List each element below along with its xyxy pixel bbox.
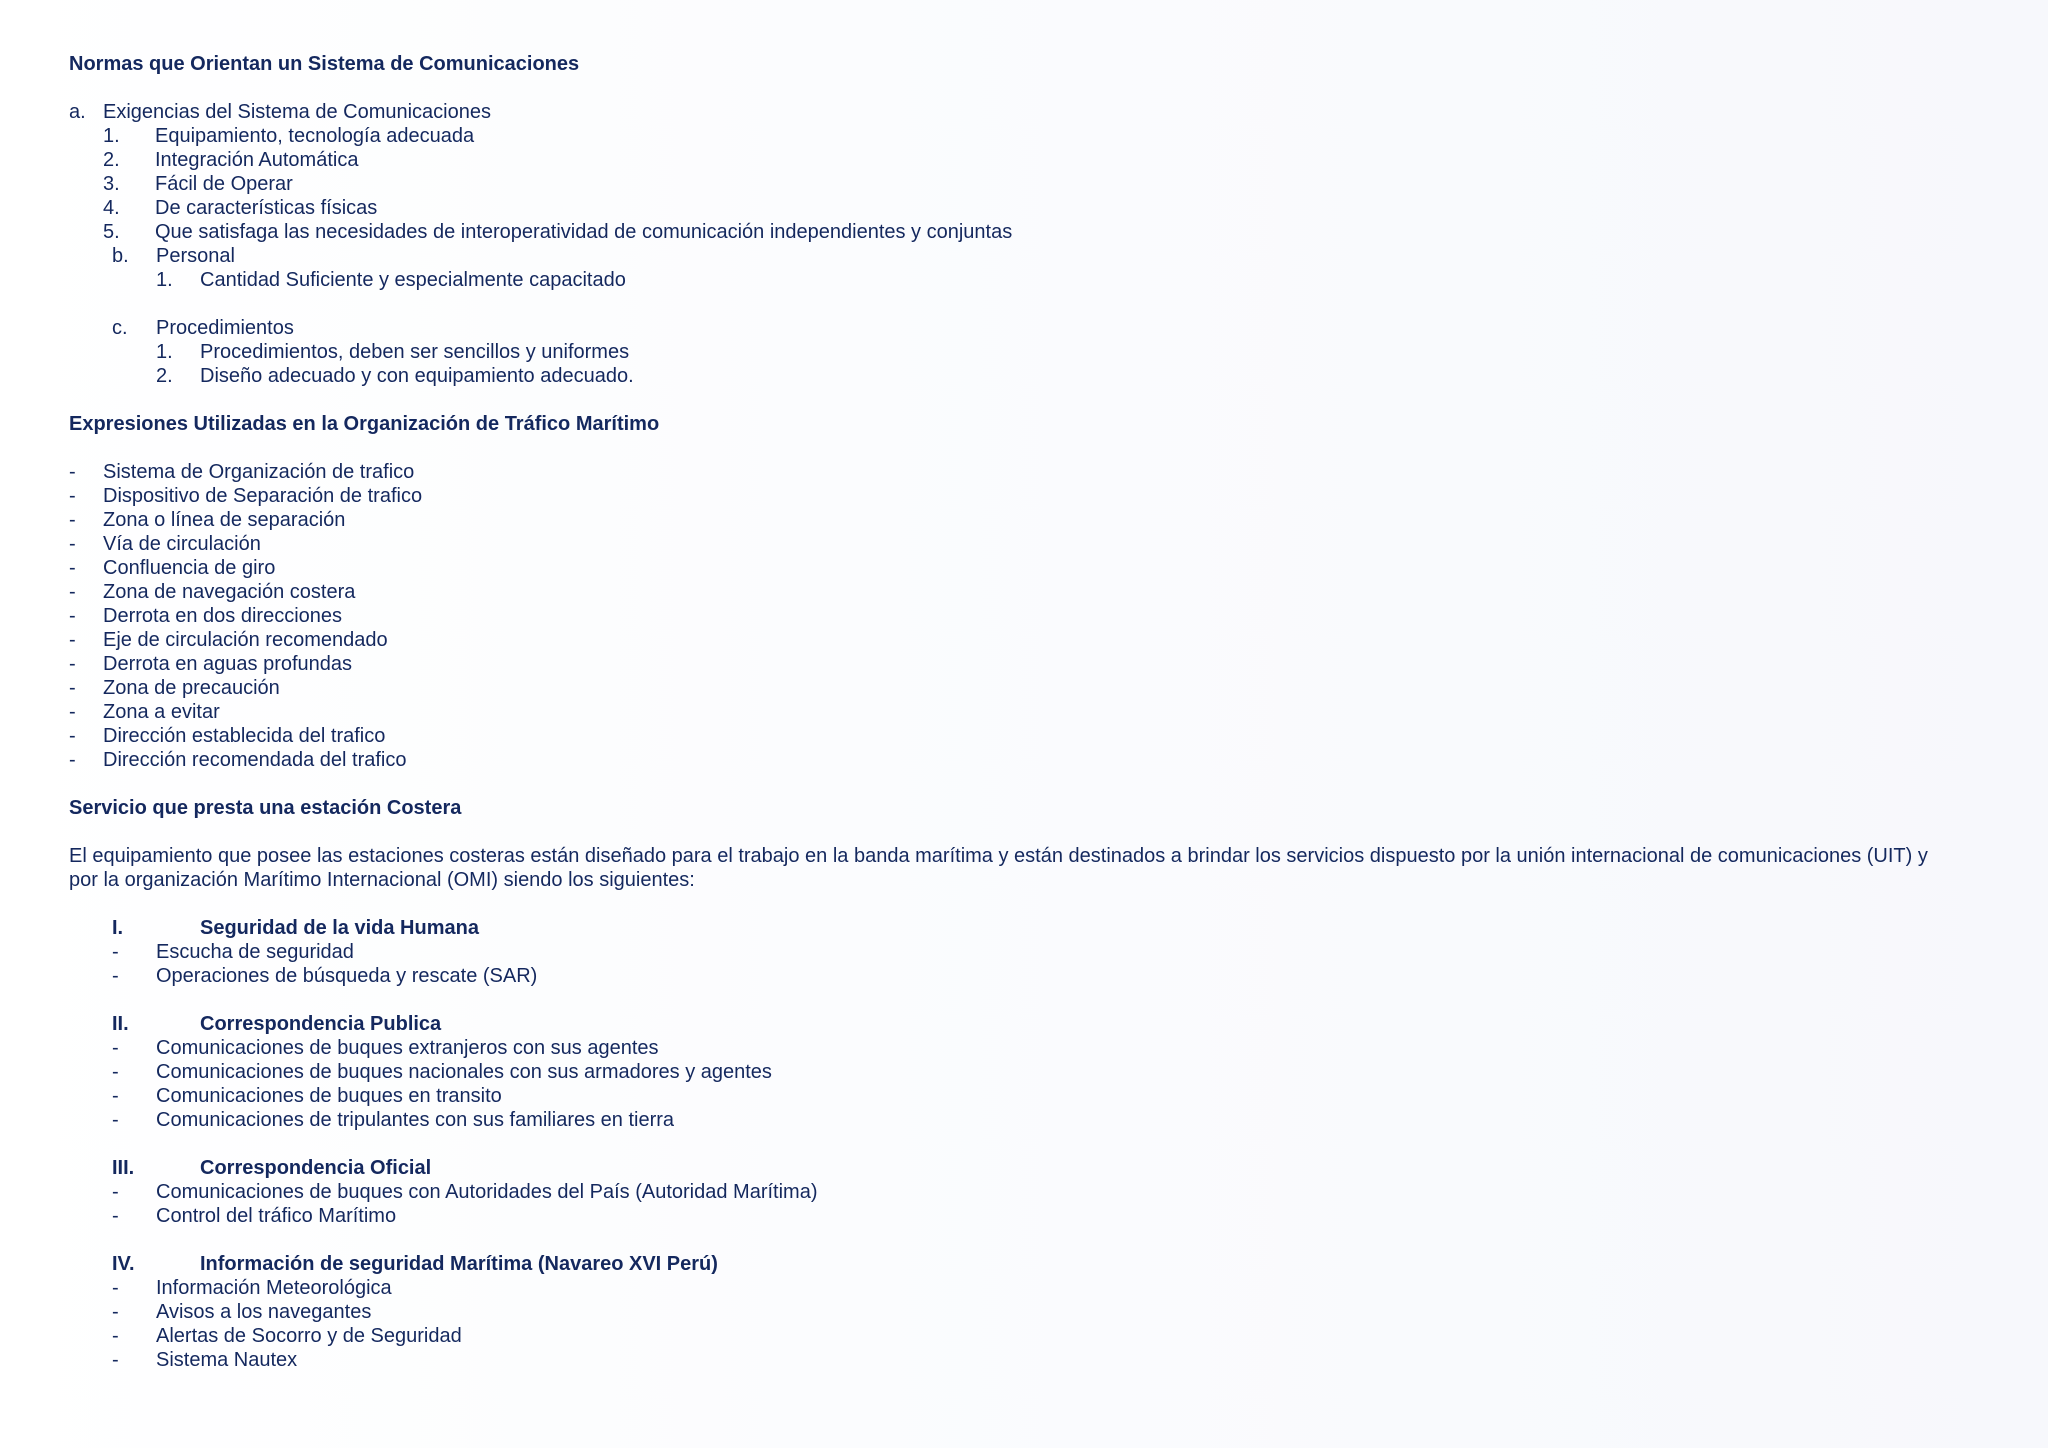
list-item-text: Vía de circulación: [103, 533, 261, 555]
list-item-text: Procedimientos: [156, 317, 294, 339]
list-marker: 1.: [103, 125, 120, 147]
list-marker: 2.: [156, 365, 173, 387]
bullet-dash: -: [112, 1301, 119, 1323]
roman-numeral: III.: [112, 1157, 135, 1179]
group-title: Seguridad de la vida Humana: [200, 917, 479, 939]
list-item-text: Derrota en dos direcciones: [103, 605, 343, 627]
list-item-text: Información Meteorológica: [156, 1277, 392, 1299]
intro-paragraph-line-1: El equipamiento que posee las estaciones costeras están diseñado para el trabajo en la banda marítima y están destinados a brindar los servicios dispuesto por la unión internacional de comunicaciones (UIT) y: [69, 845, 1928, 867]
list-item-text: Que satisfaga las necesidades de interoperatividad de comunicación independientes y conjuntas: [155, 221, 1013, 243]
list-item-text: Avisos a los navegantes: [156, 1301, 372, 1323]
list-item-text: Operaciones de búsqueda y rescate (SAR): [156, 965, 538, 987]
bullet-dash: -: [112, 1085, 119, 1107]
bullet-dash: -: [112, 1277, 119, 1299]
bullet-dash: -: [69, 533, 76, 555]
list-item-text: Eje de circulación recomendado: [103, 629, 388, 651]
list-marker: c.: [112, 317, 128, 339]
bullet-dash: -: [69, 605, 76, 627]
list-item-text: Cantidad Suficiente y especialmente capacitado: [200, 269, 626, 291]
list-item-text: Procedimientos, deben ser sencillos y uniformes: [200, 341, 630, 363]
list-item-text: De características físicas: [155, 197, 378, 219]
section-title-expresiones: Expresiones Utilizadas en la Organización de Tráfico Marítimo: [69, 413, 660, 435]
list-item-text: Zona de navegación costera: [103, 581, 356, 603]
section-title-servicio: Servicio que presta una estación Costera: [69, 797, 462, 819]
list-marker: 5.: [103, 221, 120, 243]
roman-numeral: I.: [112, 917, 124, 939]
list-item-text: Confluencia de giro: [103, 557, 276, 579]
list-item-text: Escucha de seguridad: [156, 941, 354, 963]
list-item-text: Dirección establecida del trafico: [103, 725, 386, 747]
list-item-text: Sistema Nautex: [156, 1349, 298, 1371]
bullet-dash: -: [69, 461, 76, 483]
list-item-text: Comunicaciones de tripulantes con sus familiares en tierra: [156, 1109, 675, 1131]
list-marker: 3.: [103, 173, 120, 195]
bullet-dash: -: [69, 581, 76, 603]
bullet-dash: -: [112, 965, 119, 987]
list-item-text: Zona o línea de separación: [103, 509, 346, 531]
list-marker: a.: [69, 101, 86, 123]
bullet-dash: -: [69, 701, 76, 723]
bullet-dash: -: [69, 629, 76, 651]
bullet-dash: -: [112, 1181, 119, 1203]
bullet-dash: -: [69, 749, 76, 771]
bullet-dash: -: [112, 1037, 119, 1059]
list-item-text: Dispositivo de Separación de trafico: [103, 485, 423, 507]
bullet-dash: -: [112, 1109, 119, 1131]
list-item-text: Sistema de Organización de trafico: [103, 461, 415, 483]
roman-numeral: IV.: [112, 1253, 135, 1275]
intro-paragraph-line-2: por la organización Marítimo Internacional (OMI) siendo los siguientes:: [69, 869, 695, 891]
bullet-dash: -: [112, 1205, 119, 1227]
list-item-text: Comunicaciones de buques con Autoridades del País (Autoridad Marítima): [156, 1181, 818, 1203]
bullet-dash: -: [69, 509, 76, 531]
bullet-dash: -: [69, 725, 76, 747]
list-item-text: Dirección recomendada del trafico: [103, 749, 407, 771]
list-item-text: Zona de precaución: [103, 677, 280, 699]
group-title: Correspondencia Publica: [200, 1013, 442, 1035]
list-marker: b.: [112, 245, 129, 267]
list-item-text: Comunicaciones de buques nacionales con sus armadores y agentes: [156, 1061, 772, 1083]
list-marker: 1.: [156, 341, 173, 363]
bullet-dash: -: [69, 653, 76, 675]
list-item-text: Control del tráfico Marítimo: [156, 1205, 397, 1227]
list-marker: 4.: [103, 197, 120, 219]
list-marker: 2.: [103, 149, 120, 171]
list-item-text: Alertas de Socorro y de Seguridad: [156, 1325, 462, 1347]
list-item-text: Personal: [156, 245, 235, 267]
group-title: Correspondencia Oficial: [200, 1157, 432, 1179]
bullet-dash: -: [112, 1349, 119, 1371]
list-item-text: Comunicaciones de buques extranjeros con sus agentes: [156, 1037, 659, 1059]
list-item-text: Zona a evitar: [103, 701, 220, 723]
list-item-text: Diseño adecuado y con equipamiento adecuado.: [200, 365, 634, 387]
list-item-text: Integración Automática: [155, 149, 359, 171]
roman-numeral: II.: [112, 1013, 129, 1035]
bullet-dash: -: [69, 677, 76, 699]
bullet-dash: -: [112, 1061, 119, 1083]
list-item-text: Fácil de Operar: [155, 173, 293, 195]
list-item-text: Equipamiento, tecnología adecuada: [155, 125, 475, 147]
bullet-dash: -: [112, 941, 119, 963]
list-item-text: Exigencias del Sistema de Comunicaciones: [103, 101, 491, 123]
section-title-normas: Normas que Orientan un Sistema de Comunicaciones: [69, 53, 580, 75]
list-item-text: Comunicaciones de buques en transito: [156, 1085, 502, 1107]
bullet-dash: -: [69, 485, 76, 507]
list-marker: 1.: [156, 269, 173, 291]
group-title: Información de seguridad Marítima (Navareo XVI Perú): [200, 1253, 718, 1275]
bullet-dash: -: [112, 1325, 119, 1347]
bullet-dash: -: [69, 557, 76, 579]
list-item-text: Derrota en aguas profundas: [103, 653, 353, 675]
